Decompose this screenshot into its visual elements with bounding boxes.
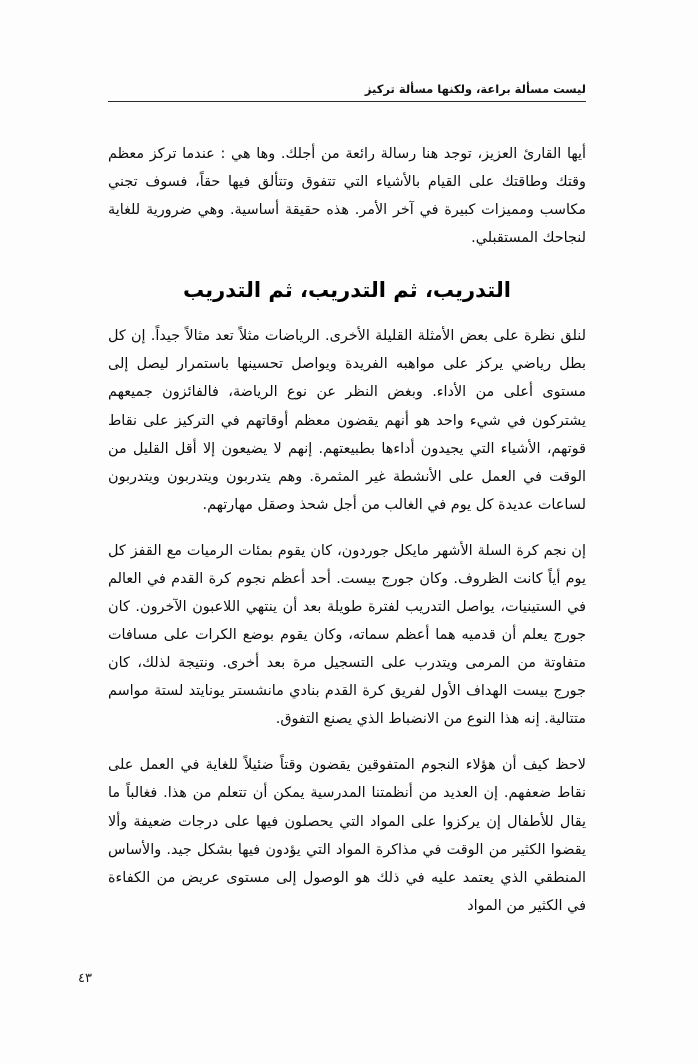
section-title: التدريب، ثم التدريب، ثم التدريب	[183, 278, 511, 303]
running-head	[108, 78, 586, 102]
paragraph-1: أيها القارئ العزيز، توجد هنا رسالة رائعة من أجلك. وها هي : عندما تركز معظم وقتك وطاقتك على القيام بالأشياء التي تتفوق وتتألق فيها حقاً، فسوف تجني مكاسب ومميزات كبيرة في آخر الأمر. هذه حقيقة أساسية. وهي ضرورية للغاية لنجاحك المستقبلي.	[108, 146, 586, 247]
running-head-text: ليست مسألة براعة، ولكنها مسألة تركيز	[364, 82, 586, 96]
running-head-rule	[108, 101, 586, 102]
paragraph-3: إن نجم كرة السلة الأشهر مايكل جوردون، كان يقوم بمئات الرميات مع القفز كل يوم أياً كانت الظروف. وكان جورج بيست. أحد أعظم نجوم كرة القدم في العالم في الستينيات، يواصل التدريب لفترة طويلة بعد أن ينتهي اللاعبون الآخرون. كان جورج يعلم أن قدميه هما أعظم سماته، وكان يقوم بوضع الكرات على مسافات متفاوتة من المرمى ويتدرب على التسجيل مرة بعد أخرى. ونتيجة لذلك، كان جورج بيست الهداف الأول لفريق كرة القدم بنادي مانشستر يونايتد لستة مواسم متتالية. إنه هذا النوع من الانضباط الذي يصنع التفوق.	[108, 542, 586, 728]
page-number: ٤٣	[78, 971, 92, 986]
paragraph-2: لنلق نظرة على بعض الأمثلة القليلة الأخرى. الرياضات مثلاً تعد مثالاً جيداً. إن كل بطل رياضي يركز على مواهبه الفريدة ويواصل تحسينها باستمرار ليصل إلى مستوى أعلى من الأداء. وبغض النظر عن نوع الرياضة، فالفائزون جميعهم يشتركون في شيء واحد هو أنهم يقضون معظم أوقاتهم في التركيز على نقاط قوتهم، الأشياء التي يجيدون أداءها بطبيعتهم. إنهم لا يضيعون إلا أقل القليل من الوقت في العمل على الأنشطة غير المثمرة. وهم يتدربون ويتدربون ويتدربون لساعات عديدة كل يوم في الغالب من أجل شحذ وصقل مهارتهم.	[108, 328, 586, 513]
body-content	[108, 140, 586, 938]
paragraph-4: لاحظ كيف أن هؤلاء النجوم المتفوقين يقضون وقتاً ضئيلاً للغاية في العمل على نقاط ضعفهم. إن العديد من أنظمتنا المدرسية يمكن أن تتعلم من هذا. فغالباً ما يقال للأطفال إن يركزوا على المواد التي يحصلون فيها على درجات ضعيفة وألا يقضوا الكثير من الوقت في مذاكرة المواد التي يؤدون فيها بشكل جيد. والأساس المنطقي الذي يعتمد عليه في ذلك هو الوصول إلى مستوى عريض من الكفاءة في الكثير من المواد	[108, 757, 586, 914]
